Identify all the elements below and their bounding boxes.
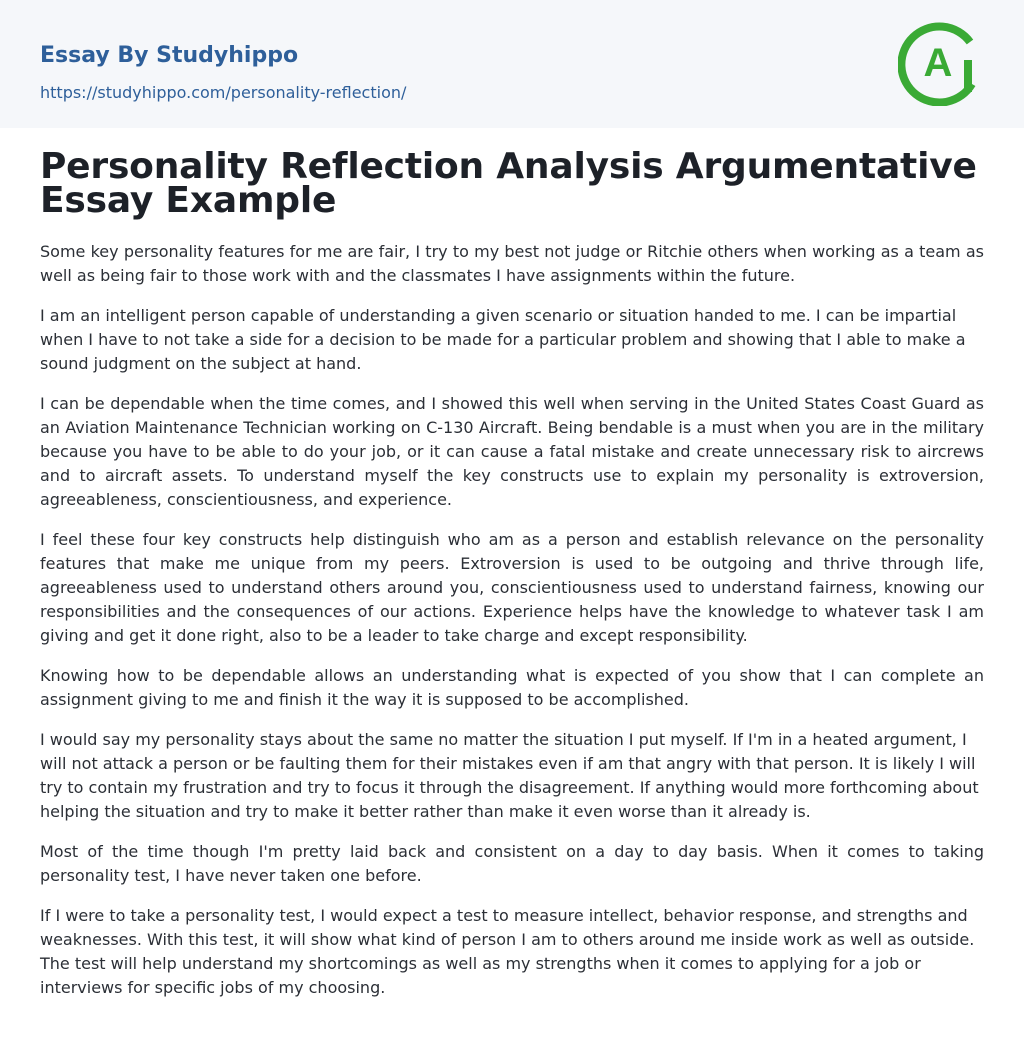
source-url-link[interactable]: https://studyhippo.com/personality-reflection/ <box>40 83 407 102</box>
page-title: Personality Reflection Analysis Argumentative Essay Example <box>40 146 977 221</box>
logo-letter: A <box>923 41 953 85</box>
paragraph-3: I can be dependable when the time comes, and I showed this well when serving in the United States Coast Guard as an Aviation Maintenance Technician working on C-130 Aircraft. Being bendable is a must when you are in the military because you have to be able to do your job, or it can cause a fatal mistake and create unnecessary risk to aircrews and to aircraft assets. To understand myself the key constructs use to explain my personality is extroversion, agreeableness, conscientiousness, and experience. <box>40 394 984 509</box>
paragraph-8: If I were to take a personality test, I would expect a test to measure intellect, behavior response, and strengths and weaknesses. With this test, it will show what kind of person I am to others around me inside work as well as outside. The test will help understand my shortcomings as well as my strengths when it comes to applying for a job or interviews for specific jobs of my choosing. <box>40 906 975 997</box>
studyhippo-logo-icon <box>898 20 984 106</box>
brand-title: Essay By Studyhippo <box>40 43 299 68</box>
paragraph-1: Some key personality features for me are fair, I try to my best not judge or Ritchie others when working as a team as well as being fair to those work with and the classmates I have assignments within the future. <box>40 242 984 285</box>
paragraph-4: I feel these four key constructs help distinguish who am as a person and establish relevance on the personality features that make me unique from my peers. Extroversion is used to be outgoing and thrive through life, agreeableness used to understand others around you, conscientiousness used to understand fairness, knowing our responsibilities and the consequences of our actions. Experience helps have the knowledge to whatever task I am giving and get it done right, also to be a leader to take charge and except responsibility. <box>40 530 984 645</box>
article-body <box>0 146 1024 1000</box>
paragraph-2: I am an intelligent person capable of understanding a given scenario or situation handed to me. I can be impartial when I have to not take a side for a decision to be made for a particular problem and showing that I able to make a sound judgment on the subject at hand. <box>40 306 966 373</box>
paragraph-5: Knowing how to be dependable allows an understanding what is expected of you show that I can complete an assignment giving to me and finish it the way it is supposed to be accomplished. <box>40 666 984 709</box>
paragraph-7: Most of the time though I'm pretty laid back and consistent on a day to day basis. When it comes to taking personality test, I have never taken one before. <box>40 842 984 885</box>
paragraph-6: I would say my personality stays about the same no matter the situation I put myself. If I'm in a heated argument, I will not attack a person or be faulting them for their mistakes even if am that angry with that person. It is likely I will try to contain my frustration and try to focus it through the disagreement. If anything would more forthcoming about helping the situation and try to make it better rather than make it even worse than it already is. <box>40 730 979 821</box>
site-header <box>0 0 1024 128</box>
